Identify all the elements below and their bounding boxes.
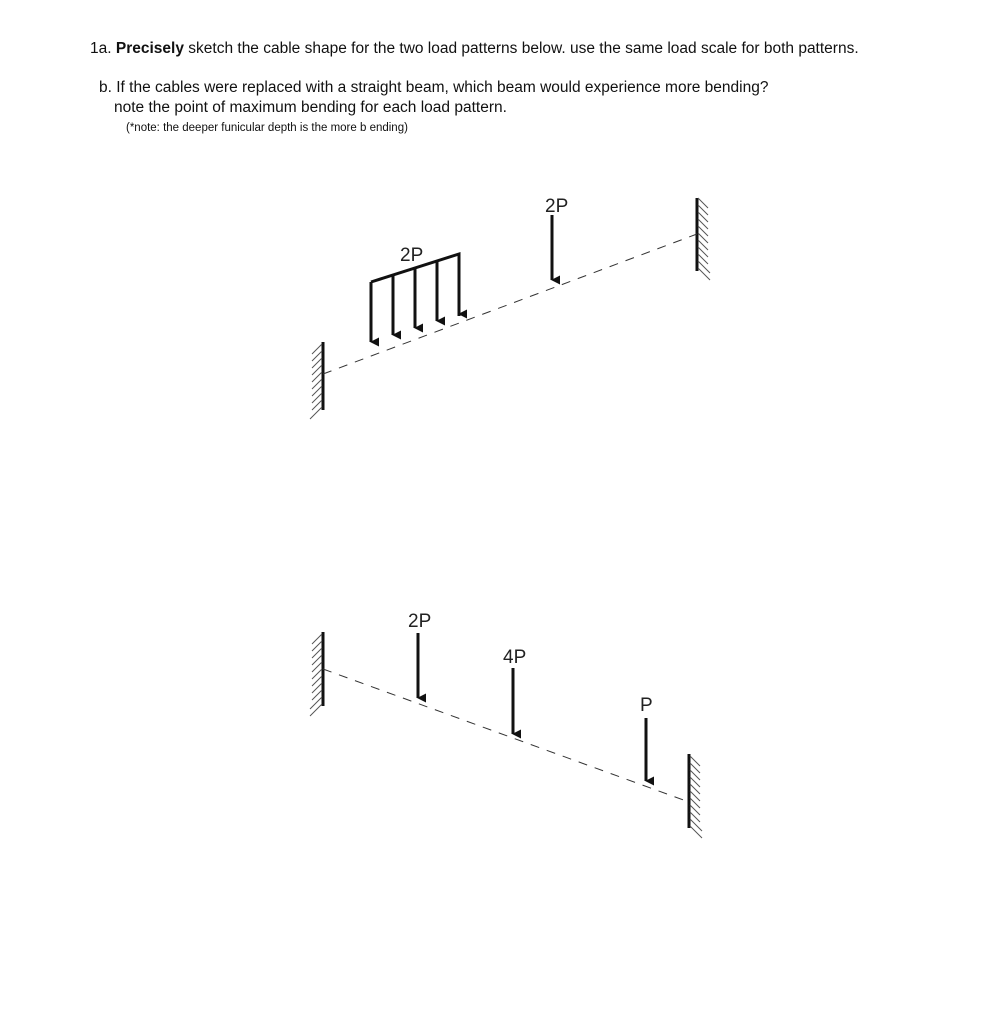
question-number: 1a. [90,40,112,57]
distributed-load-label: 2P [400,245,424,266]
figure-1 [310,196,710,419]
figure-2 [310,611,702,838]
load-2-label: 4P [503,647,527,668]
question-emphasis: Precisely [115,40,184,57]
load-3-label: P [640,695,653,716]
distributed-load [371,254,459,342]
question-1b-line1: b. If the cables were replaced with a straight beam, which beam would experience more bending? [99,79,769,96]
left-wall-support [310,632,323,716]
load-1-label: 2P [408,611,432,632]
question-1b-line2: note the point of maximum bending for each load pattern. [114,99,507,116]
question-1a-text: sketch the cable shape for the two load patterns below. use the same load scale for both patterns. [188,40,859,57]
chord-line [323,234,697,374]
chord-line [323,669,689,802]
question-note: (*note: the deeper funicular depth is the more b ending) [126,122,408,134]
point-load-label: 2P [545,196,569,217]
right-wall-support [697,198,710,280]
left-wall-support [310,342,323,419]
right-wall-support [689,754,702,838]
